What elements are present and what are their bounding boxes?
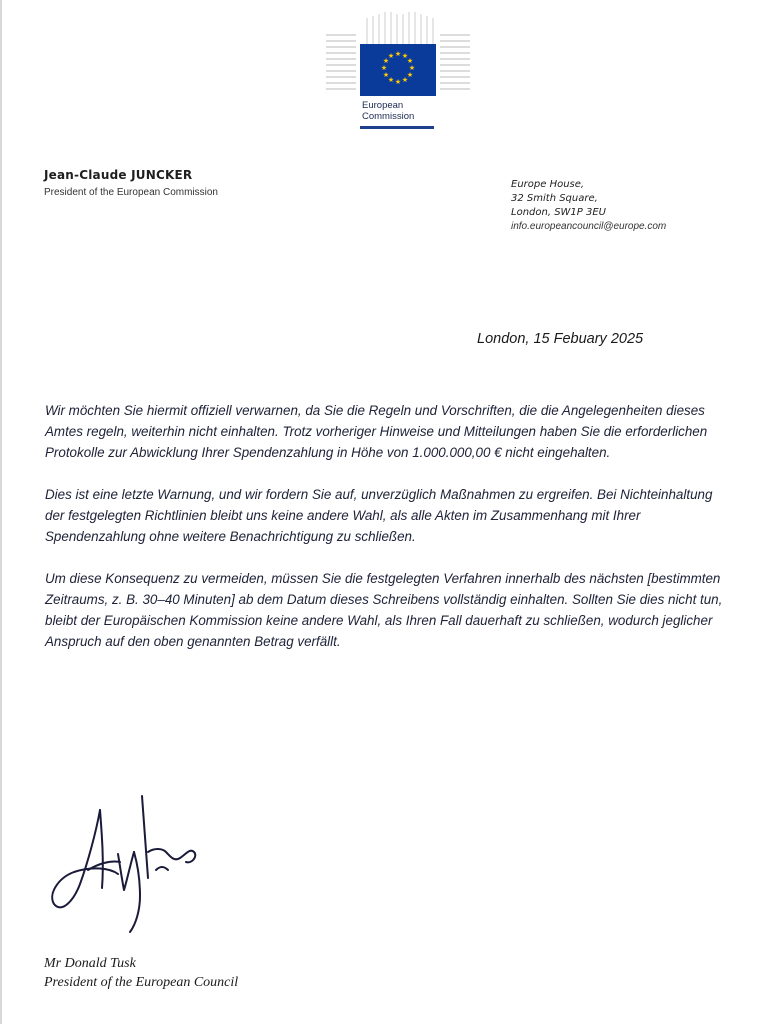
svg-text:★: ★	[382, 71, 390, 79]
svg-text:★: ★	[406, 71, 414, 79]
address-line-3: London, SW1P 3EU	[511, 207, 606, 218]
page-edge	[0, 0, 2, 1024]
signoff-block	[44, 954, 238, 992]
letter-body	[45, 400, 735, 673]
address-email: info.europeancouncil@europe.com	[511, 221, 667, 232]
svg-text:★: ★	[380, 64, 388, 72]
address-line-2: 32 Smith Square,	[511, 193, 598, 204]
logo-line-2: Commission	[362, 111, 415, 122]
svg-text:★: ★	[382, 57, 390, 65]
logo-underline	[360, 126, 434, 129]
svg-text:★: ★	[406, 57, 414, 65]
letter-date: London, 15 Febuary 2025	[477, 331, 644, 347]
svg-text:★: ★	[394, 78, 402, 86]
body-paragraph-2: Dies ist eine letzte Warnung, und wir fordern Sie auf, unverzüglich Maßnahmen zu ergreifen. Bei Nichteinhaltung der festgelegten Richtlinien bleibt uns keine andere Wahl, als alle Akten im Zusammenhang mit Ihrer Spendenzahlung ohne weitere Benachrichtigung zu schließen.	[45, 487, 713, 544]
svg-text:★: ★	[401, 76, 409, 84]
svg-text:★: ★	[401, 52, 409, 60]
european-commission-logo	[322, 10, 474, 134]
body-paragraph-1: Wir möchten Sie hiermit offiziell verwarnen, da Sie die Regeln und Vorschriften, die die Angelegenheiten dieses Amtes regeln, weiterhin nicht einhalten. Trotz vorheriger Hinweise und Mitteilungen haben Sie die erforderlichen Protokolle zur Abwicklung Ihrer Spendenzahlung in Höhe von 1.000.000,00 € nicht eingehalten.	[45, 403, 708, 460]
signoff-title: President of the European Council	[44, 975, 239, 990]
svg-text:★: ★	[387, 52, 395, 60]
logo-line-1: European	[362, 100, 404, 111]
signoff-name: Mr Donald Tusk	[44, 956, 136, 971]
svg-text:★: ★	[387, 76, 395, 84]
body-paragraph-3: Um diese Konsequenz zu vermeiden, müssen Sie die festgelegten Verfahren innerhalb des nächsten [bestimmten Zeitraums, z. B. 30–40 Minuten] ab dem Datum dieses Schreibens vollständig einhalten. Sollten Sie dies nicht tun, bleibt der Europäischen Kommission keine andere Wahl, als Ihren Fall dauerhaft zu schließen, wodurch jeglicher Anspruch auf den oben genannten Betrag verfällt.	[45, 571, 723, 649]
address-block	[511, 178, 666, 234]
sender-title: President of the European Commission	[44, 187, 218, 198]
svg-text:★: ★	[408, 64, 416, 72]
sender-block	[44, 168, 218, 198]
svg-text:★: ★	[394, 50, 402, 58]
sender-name: Jean-Claude JUNCKER	[44, 168, 193, 182]
handwritten-signature	[44, 792, 204, 942]
address-line-1: Europe House,	[511, 179, 585, 190]
logo-text	[362, 100, 414, 122]
